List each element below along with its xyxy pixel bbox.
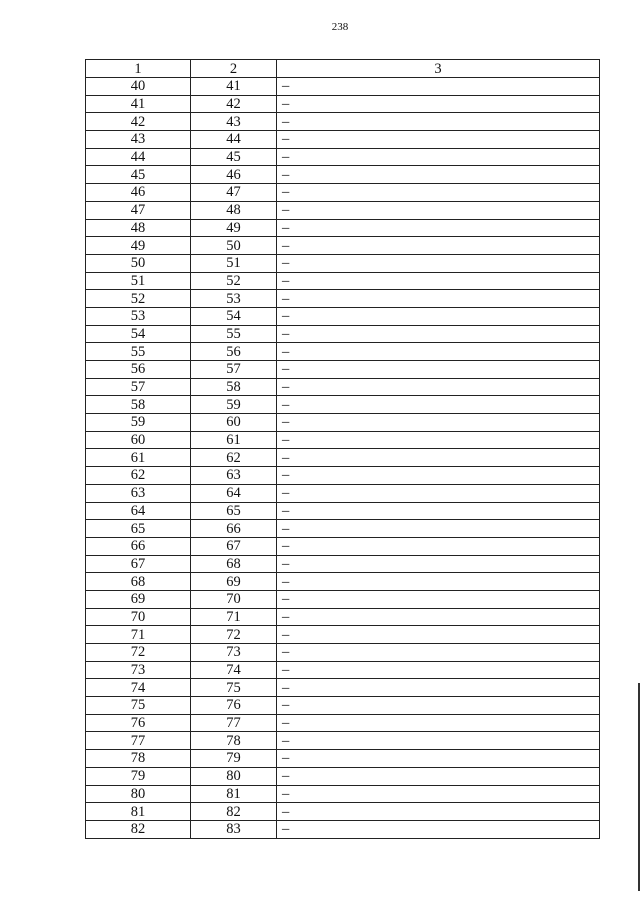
table-cell-col3: – <box>277 502 600 520</box>
table-row <box>86 732 600 750</box>
table-cell-col3: – <box>277 201 600 219</box>
table-header-row <box>86 60 600 78</box>
table-cell-col2: 74 <box>191 661 277 679</box>
table-cell-col1: 57 <box>86 378 191 396</box>
table-row <box>86 573 600 591</box>
table-row <box>86 608 600 626</box>
table-cell-col1: 64 <box>86 502 191 520</box>
table-cell-col2: 54 <box>191 307 277 325</box>
table-cell-col3: – <box>277 414 600 432</box>
table-cell-col3: – <box>277 803 600 821</box>
table-cell-col2: 61 <box>191 431 277 449</box>
table-row <box>86 95 600 113</box>
table-cell-col1: 56 <box>86 361 191 379</box>
table-cell-col1: 44 <box>86 148 191 166</box>
table-cell-col2: 48 <box>191 201 277 219</box>
table-cell-col1: 43 <box>86 131 191 149</box>
table-row <box>86 803 600 821</box>
table-cell-col3: – <box>277 148 600 166</box>
table-row <box>86 590 600 608</box>
table-cell-col2: 82 <box>191 803 277 821</box>
table-row <box>86 396 600 414</box>
table-cell-col3: – <box>277 785 600 803</box>
table-cell-col2: 41 <box>191 78 277 96</box>
table-cell-col1: 55 <box>86 343 191 361</box>
table-row <box>86 272 600 290</box>
table-cell-col3: – <box>277 608 600 626</box>
table-row <box>86 820 600 838</box>
table-cell-col2: 65 <box>191 502 277 520</box>
table-cell-col2: 42 <box>191 95 277 113</box>
table-row <box>86 113 600 131</box>
table-cell-col2: 75 <box>191 679 277 697</box>
table-cell-col1: 62 <box>86 467 191 485</box>
table-row <box>86 166 600 184</box>
table-cell-col2: 73 <box>191 644 277 662</box>
column-header-2: 2 <box>191 60 277 78</box>
table-cell-col2: 78 <box>191 732 277 750</box>
table-cell-col2: 80 <box>191 767 277 785</box>
page-number: 238 <box>331 21 349 33</box>
table-cell-col3: – <box>277 520 600 538</box>
table-cell-col1: 58 <box>86 396 191 414</box>
table-cell-col3: – <box>277 78 600 96</box>
table-cell-col1: 66 <box>86 537 191 555</box>
table-cell-col1: 76 <box>86 714 191 732</box>
table-cell-col1: 53 <box>86 307 191 325</box>
table-row <box>86 201 600 219</box>
table-cell-col2: 67 <box>191 537 277 555</box>
table-row <box>86 750 600 768</box>
table-cell-col1: 81 <box>86 803 191 821</box>
table-cell-col2: 47 <box>191 184 277 202</box>
table-row <box>86 431 600 449</box>
table-row <box>86 414 600 432</box>
table-cell-col3: – <box>277 290 600 308</box>
table-cell-col3: – <box>277 467 600 485</box>
table-cell-col2: 81 <box>191 785 277 803</box>
table-row <box>86 325 600 343</box>
table-cell-col2: 43 <box>191 113 277 131</box>
table-cell-col3: – <box>277 431 600 449</box>
column-header-1: 1 <box>86 60 191 78</box>
table-cell-col1: 61 <box>86 449 191 467</box>
table-cell-col2: 58 <box>191 378 277 396</box>
table-row <box>86 237 600 255</box>
column-header-3: 3 <box>277 60 600 78</box>
table-cell-col1: 47 <box>86 201 191 219</box>
table-cell-col3: – <box>277 820 600 838</box>
table-cell-col1: 72 <box>86 644 191 662</box>
table-cell-col3: – <box>277 307 600 325</box>
table-cell-col3: – <box>277 590 600 608</box>
table-row <box>86 555 600 573</box>
table-cell-col3: – <box>277 714 600 732</box>
table-row <box>86 307 600 325</box>
table-cell-col1: 48 <box>86 219 191 237</box>
table-cell-col2: 77 <box>191 714 277 732</box>
table-cell-col3: – <box>277 254 600 272</box>
table-cell-col2: 70 <box>191 590 277 608</box>
table-cell-col1: 50 <box>86 254 191 272</box>
table-row <box>86 679 600 697</box>
table-cell-col1: 67 <box>86 555 191 573</box>
table-cell-col1: 82 <box>86 820 191 838</box>
table-cell-col3: – <box>277 767 600 785</box>
table-cell-col2: 72 <box>191 626 277 644</box>
table-cell-col1: 45 <box>86 166 191 184</box>
table-row <box>86 484 600 502</box>
table-cell-col1: 41 <box>86 95 191 113</box>
table-cell-col1: 74 <box>86 679 191 697</box>
table-row <box>86 290 600 308</box>
table-row <box>86 697 600 715</box>
table-cell-col3: – <box>277 237 600 255</box>
table-cell-col2: 64 <box>191 484 277 502</box>
table-row <box>86 714 600 732</box>
table-row <box>86 626 600 644</box>
table-cell-col3: – <box>277 166 600 184</box>
table-cell-col1: 54 <box>86 325 191 343</box>
table-row <box>86 644 600 662</box>
table-cell-col3: – <box>277 361 600 379</box>
table-cell-col1: 40 <box>86 78 191 96</box>
table-cell-col1: 71 <box>86 626 191 644</box>
table-cell-col3: – <box>277 573 600 591</box>
table-cell-col1: 80 <box>86 785 191 803</box>
table-cell-col2: 50 <box>191 237 277 255</box>
table-row <box>86 184 600 202</box>
table-row <box>86 502 600 520</box>
table-cell-col3: – <box>277 219 600 237</box>
table-row <box>86 449 600 467</box>
table-cell-col1: 65 <box>86 520 191 538</box>
table-row <box>86 378 600 396</box>
table-row <box>86 148 600 166</box>
table-cell-col3: – <box>277 626 600 644</box>
table-cell-col2: 63 <box>191 467 277 485</box>
table-cell-col2: 44 <box>191 131 277 149</box>
table-body <box>86 78 600 839</box>
table-cell-col2: 55 <box>191 325 277 343</box>
table-cell-col3: – <box>277 644 600 662</box>
table-cell-col3: – <box>277 378 600 396</box>
table-cell-col2: 57 <box>191 361 277 379</box>
table-cell-col3: – <box>277 732 600 750</box>
table-cell-col2: 62 <box>191 449 277 467</box>
table-cell-col1: 68 <box>86 573 191 591</box>
table-cell-col2: 66 <box>191 520 277 538</box>
table-cell-col1: 75 <box>86 697 191 715</box>
table-cell-col3: – <box>277 537 600 555</box>
table-row <box>86 661 600 679</box>
table-row <box>86 785 600 803</box>
table-cell-col2: 56 <box>191 343 277 361</box>
table-cell-col2: 49 <box>191 219 277 237</box>
table-cell-col1: 78 <box>86 750 191 768</box>
table-row <box>86 78 600 96</box>
table-row <box>86 254 600 272</box>
table-cell-col1: 42 <box>86 113 191 131</box>
table-cell-col3: – <box>277 184 600 202</box>
table-cell-col3: – <box>277 343 600 361</box>
table-cell-col2: 45 <box>191 148 277 166</box>
table-cell-col3: – <box>277 679 600 697</box>
table-cell-col2: 52 <box>191 272 277 290</box>
table-cell-col1: 63 <box>86 484 191 502</box>
table-cell-col3: – <box>277 325 600 343</box>
table-cell-col1: 70 <box>86 608 191 626</box>
table-cell-col2: 69 <box>191 573 277 591</box>
table-cell-col3: – <box>277 95 600 113</box>
table-cell-col3: – <box>277 484 600 502</box>
table-cell-col3: – <box>277 697 600 715</box>
table-cell-col2: 83 <box>191 820 277 838</box>
table-cell-col3: – <box>277 272 600 290</box>
table-row <box>86 537 600 555</box>
table-cell-col3: – <box>277 449 600 467</box>
table-cell-col3: – <box>277 661 600 679</box>
table-cell-col1: 46 <box>86 184 191 202</box>
table-row <box>86 767 600 785</box>
table-cell-col1: 77 <box>86 732 191 750</box>
table-cell-col1: 51 <box>86 272 191 290</box>
table-cell-col3: – <box>277 113 600 131</box>
table-cell-col1: 60 <box>86 431 191 449</box>
table-row <box>86 131 600 149</box>
data-table-container <box>85 59 599 839</box>
table-cell-col1: 79 <box>86 767 191 785</box>
table-cell-col3: – <box>277 555 600 573</box>
table-cell-col2: 46 <box>191 166 277 184</box>
table-row <box>86 467 600 485</box>
table-row <box>86 520 600 538</box>
table-cell-col2: 71 <box>191 608 277 626</box>
table-cell-col1: 49 <box>86 237 191 255</box>
table-cell-col3: – <box>277 750 600 768</box>
table-cell-col1: 52 <box>86 290 191 308</box>
table-cell-col2: 60 <box>191 414 277 432</box>
table-cell-col2: 59 <box>191 396 277 414</box>
table-row <box>86 361 600 379</box>
table-cell-col1: 59 <box>86 414 191 432</box>
table-cell-col1: 69 <box>86 590 191 608</box>
table-cell-col2: 51 <box>191 254 277 272</box>
table-cell-col2: 76 <box>191 697 277 715</box>
table-row <box>86 219 600 237</box>
table-cell-col3: – <box>277 396 600 414</box>
table-cell-col3: – <box>277 131 600 149</box>
data-table <box>85 59 600 839</box>
table-cell-col2: 79 <box>191 750 277 768</box>
table-row <box>86 343 600 361</box>
table-cell-col1: 73 <box>86 661 191 679</box>
table-cell-col2: 68 <box>191 555 277 573</box>
table-cell-col2: 53 <box>191 290 277 308</box>
